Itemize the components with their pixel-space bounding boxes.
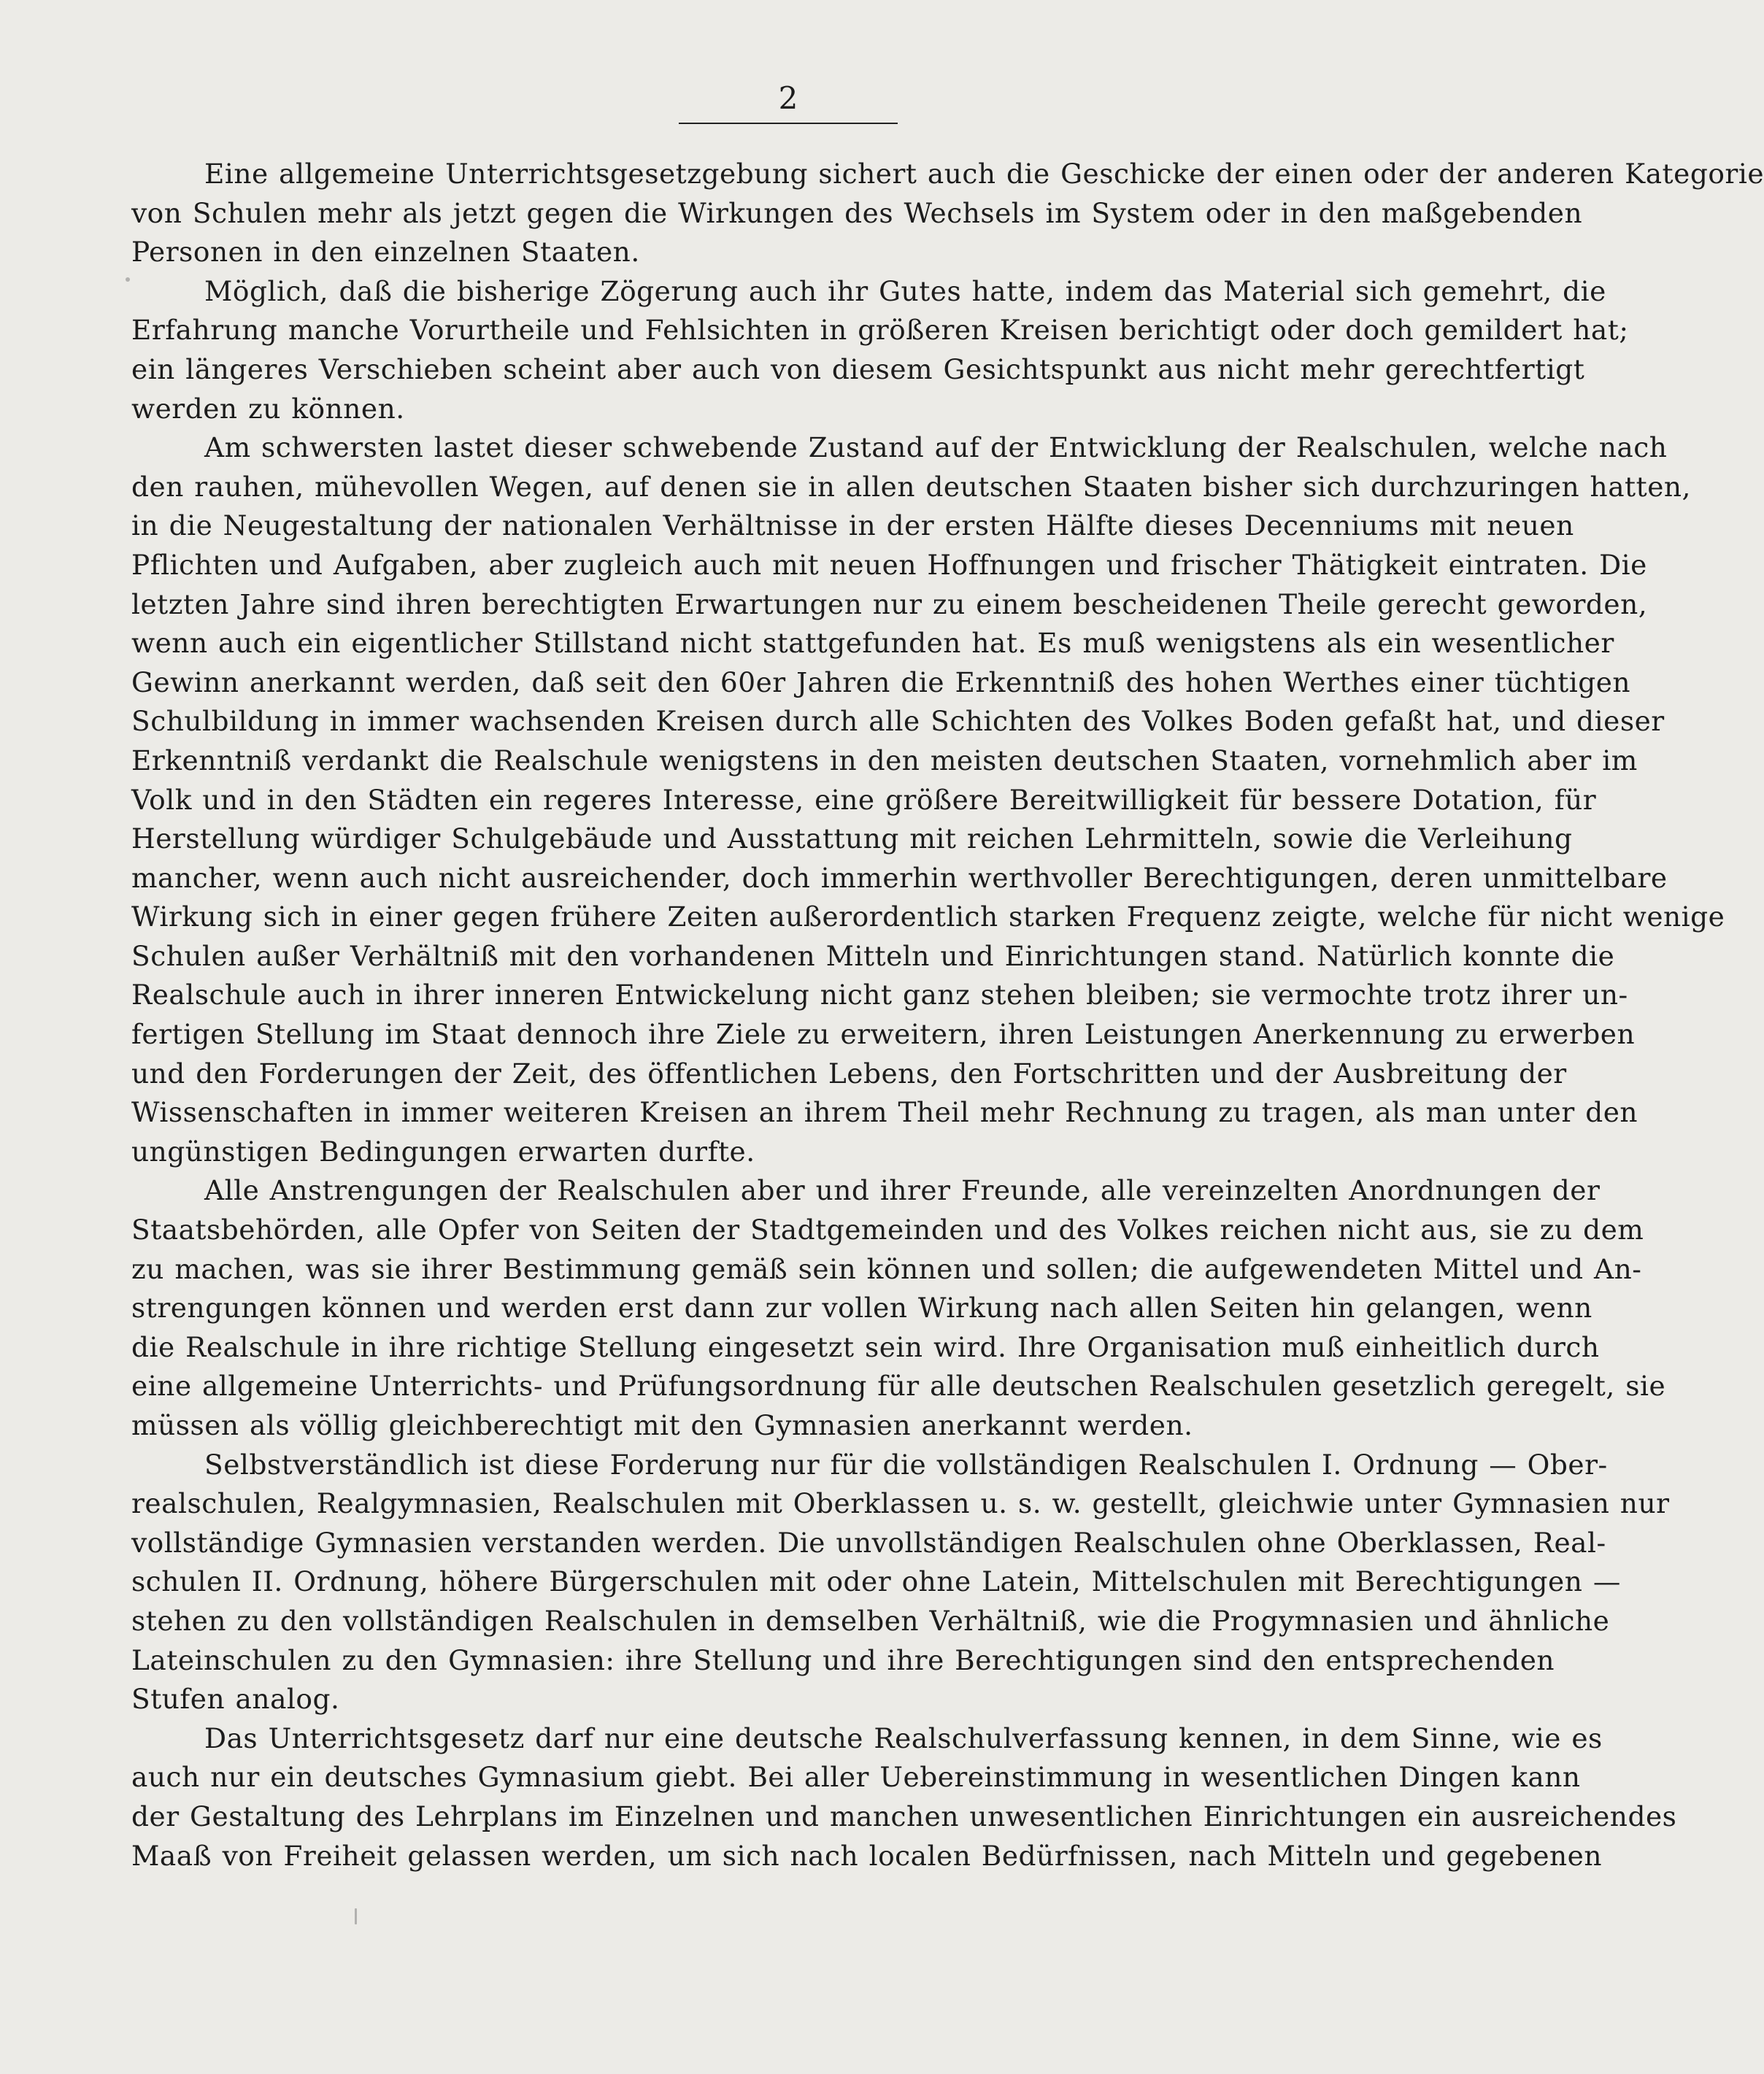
text-line: in die Neugestaltung der nationalen Verhältnisse in der ersten Hälfte dieses Decenniums mit neuen	[131, 509, 1574, 542]
paragraph	[131, 155, 1764, 272]
text-line: letzten Jahre sind ihren berechtigten Erwartungen nur zu einem bescheidenen Theile gerecht geworden,	[131, 587, 1648, 620]
text-line: der Gestaltung des Lehrplans im Einzelnen und manchen unwesentlichen Einrichtungen ein ausreichendes	[131, 1800, 1677, 1832]
text-line: Schulen außer Verhältniß mit den vorhandenen Mitteln und Einrichtungen stand. Natürlich konnte die	[131, 939, 1615, 972]
text-line: Am schwersten lastet dieser schwebende Zustand auf der Entwicklung der Realschulen, welche nach	[204, 431, 1668, 464]
text-line: von Schulen mehr als jetzt gegen die Wirkungen des Wechsels im System oder in den maßgebenden	[131, 196, 1583, 229]
header-rule	[679, 123, 898, 124]
text-line: Gewinn anerkannt werden, daß seit den 60er Jahren die Erkenntniß des hohen Werthes einer tüchtigen	[131, 666, 1631, 698]
text-line: Maaß von Freiheit gelassen werden, um sich nach localen Bedürfnissen, nach Mitteln und gegebenen	[131, 1839, 1603, 1872]
text-line: Alle Anstrengungen der Realschulen aber und ihrer Freunde, alle vereinzelten Anordnungen der	[204, 1174, 1601, 1207]
text-line: Erkenntniß verdankt die Realschule wenigstens in den meisten deutschen Staaten, vornehmlich aber im	[131, 744, 1638, 776]
text-line: Volk und in den Städten ein regeres Interesse, eine größere Bereitwilligkeit für bessere Dotation, für	[131, 783, 1597, 816]
text-line: und den Forderungen der Zeit, des öffentlichen Lebens, den Fortschritten und der Ausbreitung der	[131, 1057, 1567, 1090]
paragraph	[131, 1446, 1670, 1719]
text-line: Lateinschulen zu den Gymnasien: ihre Stellung und ihre Berechtigungen sind den entsprechenden	[131, 1643, 1555, 1676]
text-line: Wirkung sich in einer gegen frühere Zeiten außerordentlich starken Frequenz zeigte, welche für nicht wenige	[131, 901, 1725, 933]
text-line: Schulbildung in immer wachsenden Kreisen durch alle Schichten des Volkes Boden gefaßt hat, und dieser	[131, 705, 1665, 738]
text-line: Eine allgemeine Unterrichtsgesetzgebung sichert auch die Geschicke der einen oder der anderen Kategorie	[204, 158, 1764, 190]
text-line: stehen zu den vollständigen Realschulen in demselben Verhältniß, wie die Progymnasien und ähnliche	[131, 1604, 1610, 1637]
text-line: werden zu können.	[131, 392, 405, 425]
text-line: Realschule auch in ihrer inneren Entwickelung nicht ganz stehen bleiben; sie vermochte trotz ihrer un-	[131, 979, 1628, 1011]
text-line: Das Unterrichtsgesetz darf nur eine deutsche Realschulverfassung kennen, in dem Sinne, wie es	[204, 1722, 1603, 1754]
paragraph	[131, 428, 1725, 1171]
text-line: ein längeres Verschieben scheint aber auch von diesem Gesichtspunkt aus nicht mehr gerechtfertigt	[131, 352, 1585, 385]
text-line: ungünstigen Bedingungen erwarten durfte.	[131, 1135, 755, 1168]
text-line: den rauhen, mühevollen Wegen, auf denen sie in allen deutschen Staaten bisher sich durchzuringen hatten,	[131, 470, 1691, 503]
paper-speck	[355, 1908, 357, 1924]
text-line: Selbstverständlich ist diese Forderung nur für die vollständigen Realschulen I. Ordnung — Ober-	[204, 1448, 1608, 1481]
text-line: Möglich, daß die bisherige Zögerung auch ihr Gutes hatte, indem das Material sich gemehrt, die	[204, 274, 1606, 307]
text-line: Stufen analog.	[131, 1683, 340, 1716]
body-text	[131, 155, 1764, 1876]
text-line: zu machen, was sie ihrer Bestimmung gemäß sein können und sollen; die aufgewendeten Mittel und An-	[131, 1252, 1642, 1285]
text-line: müssen als völlig gleichberechtigt mit den Gymnasien anerkannt werden.	[131, 1409, 1193, 1441]
text-line: Wissenschaften in immer weiteren Kreisen an ihrem Theil mehr Rechnung zu tragen, als man unter den	[131, 1096, 1638, 1129]
paragraph	[131, 1719, 1677, 1876]
text-line: realschulen, Realgymnasien, Realschulen mit Oberklassen u. s. w. gestellt, gleichwie unter Gymnasien nur	[131, 1487, 1670, 1520]
text-line: Staatsbehörden, alle Opfer von Seiten der Stadtgemeinden und des Volkes reichen nicht aus, sie zu dem	[131, 1214, 1644, 1246]
paper-speck	[126, 277, 130, 282]
text-line: mancher, wenn auch nicht ausreichender, doch immerhin werthvoller Berechtigungen, deren unmittelbare	[131, 861, 1668, 894]
text-line: Erfahrung manche Vorurtheile und Fehlsichten in größeren Kreisen berichtigt oder doch gemildert hat;	[131, 314, 1629, 347]
text-line: vollständige Gymnasien verstanden werden. Die unvollständigen Realschulen ohne Oberklassen, Real-	[131, 1526, 1606, 1559]
text-line: fertigen Stellung im Staat dennoch ihre Ziele zu erweitern, ihren Leistungen Anerkennung zu erwerben	[131, 1018, 1636, 1051]
paragraph	[131, 1171, 1666, 1445]
text-line: Pflichten und Aufgaben, aber zugleich auch mit neuen Hoffnungen und frischer Thätigkeit eintraten. Die	[131, 548, 1647, 581]
text-line: eine allgemeine Unterrichts- und Prüfungsordnung für alle deutschen Realschulen gesetzlich geregelt, sie	[131, 1370, 1666, 1403]
text-line: die Realschule in ihre richtige Stellung eingesetzt sein wird. Ihre Organisation muß einheitlich durch	[131, 1330, 1600, 1363]
page-number: 2	[778, 80, 798, 116]
text-line: schulen II. Ordnung, höhere Bürgerschulen mit oder ohne Latein, Mittelschulen mit Berechtigungen —	[131, 1565, 1621, 1598]
text-line: strengungen können und werden erst dann zur vollen Wirkung nach allen Seiten hin gelangen, wenn	[131, 1292, 1592, 1325]
text-line: auch nur ein deutsches Gymnasium giebt. Bei aller Uebereinstimmung in wesentlichen Dingen kann	[131, 1761, 1581, 1794]
text-line: Herstellung würdiger Schulgebäude und Ausstattung mit reichen Lehrmitteln, sowie die Verleihung	[131, 822, 1573, 855]
paragraph	[131, 272, 1629, 428]
text-line: wenn auch ein eigentlicher Stillstand nicht stattgefunden hat. Es muß wenigstens als ein wesentlicher	[131, 627, 1614, 660]
text-line: Personen in den einzelnen Staaten.	[131, 236, 640, 269]
